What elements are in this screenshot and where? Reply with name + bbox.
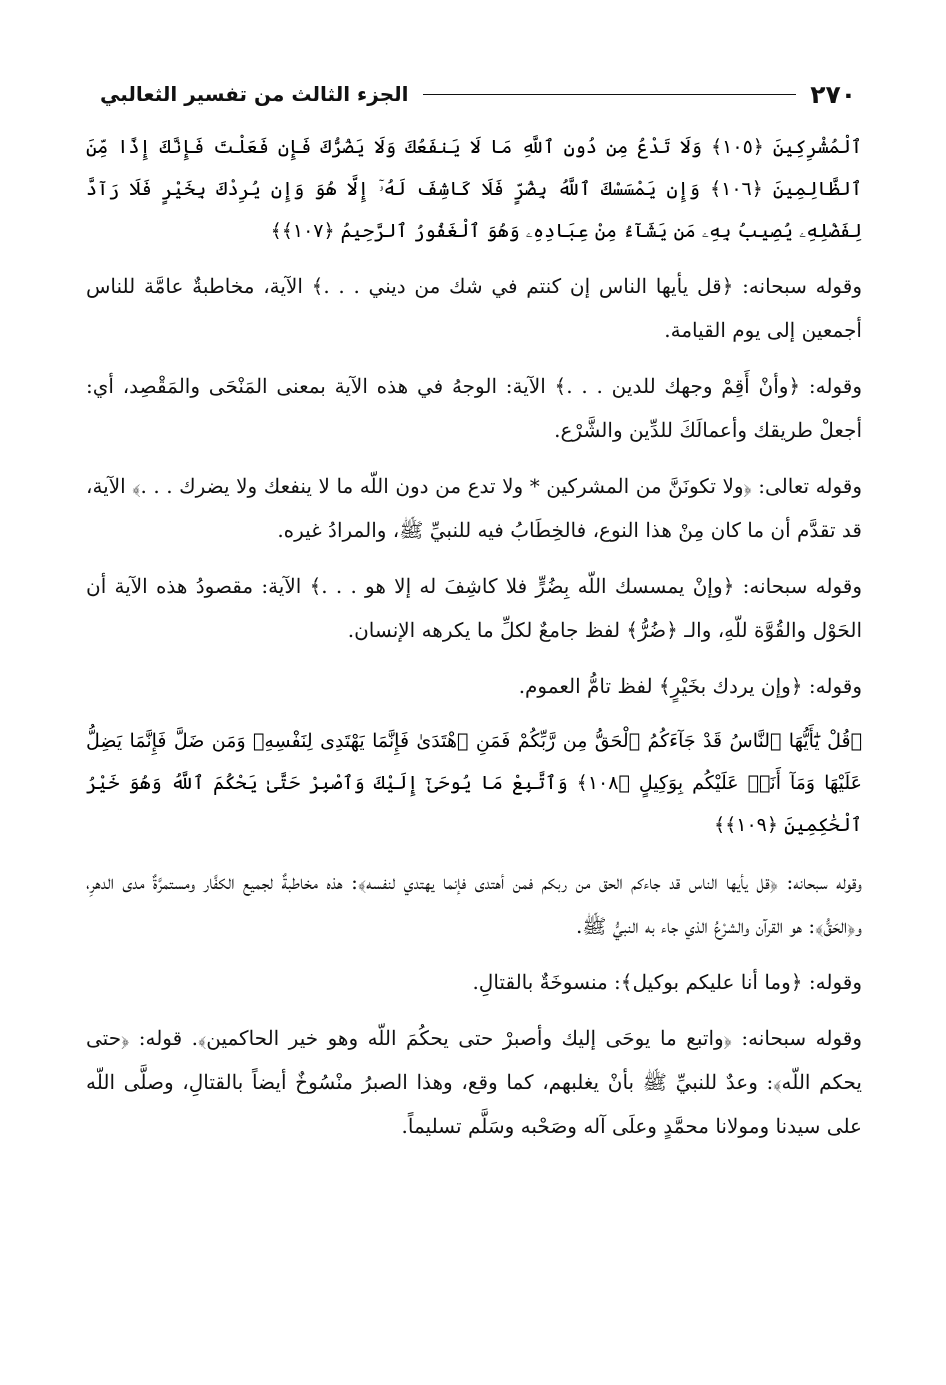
- page-body: [86, 126, 862, 1148]
- quran-verses-108-109: ﴿قُلْ يَٰٓأَيُّهَا ٱلنَّاسُ قَدْ جَآءَكُمُ ٱلْحَقُّ مِن رَّبِّكُمْ فَمَنِ ٱهْتَدَىٰ فَإِنَّمَا يَهْتَدِى لِنَفْسِهِۦ وَمَن ضَلَّ فَإِنَّمَا يَضِلُّ عَلَيْهَا وَمَآ أَنَا۠ عَلَيْكُم بِوَكِيلٍ ﴿١٠٨﴾ وَٱتَّبِعْ مَا يُوحَىٰٓ إِلَيْكَ وَٱصْبِرْ حَتَّىٰ يَحْكُمَ ٱللَّهُ وَهُوَ خَيْرُ ٱلْحَٰكِمِينَ ﴿١٠٩﴾﴾: [86, 730, 862, 836]
- commentary-paragraph: وقوله: ﴿وأنْ أَقِمْ وجهك للدين . . .﴾ الآية: الوجهُ في هذه الآية بمعنى المَنْحَى والمَقْصِد، أي: أجعلْ طريقك وأعمالَكَ للدِّين والشَّرْع.: [86, 374, 862, 442]
- commentary-paragraph: وقوله سبحانه: ﴿قل يأيها الناس إن كنتم في شك من ديني . . .﴾ الآية، مخاطبةٌ عامَّة للناس أجمعين إلى يوم القيامة.: [86, 274, 862, 342]
- commentary-paragraph: وقوله سبحانه: ﴿واتبع ما يوحَى إليك وأصبرْ حتى يحكُمَ اللّه وهو خير الحاكمين﴾. قوله: ﴿حتى يحكم اللّه﴾: وعدٌ للنبيِّ ﷺ بأنْ يغلبهم، كما وقع، وهذا الصبرُ منْسُوخٌ أيضاً بالقتالِ، وصلَّى اللّه على سيدنا ومولانا محمَّدٍ وعلَى آله وصَحْبه وسَلَّم تسليماً.: [86, 1026, 862, 1138]
- running-title: الجزء الثالث من تفسير الثعالبي: [100, 82, 409, 106]
- header-rule: [423, 94, 797, 95]
- commentary-paragraph: وقوله: ﴿وإن يردك بخَيْرٍ﴾ لفظ تامُّ العموم.: [518, 674, 862, 698]
- commentary-paragraph: وقوله سبحانه: ﴿وإنْ يمسسك اللّه بِضُرٍّ فلا كاشِفَ له إلا هو . . .﴾ الآية: مقصودُ هذه الآية أن الحَوْل والقُوَّة للّهِ، والـ ﴿ضُرُّ﴾ لفظ جامعٌ لكلِّ ما يكرهه الإنسان.: [86, 574, 862, 642]
- quran-verses-105-107: ٱلْمُشْرِكِينَ ﴿١٠٥﴾ وَلَا تَدْعُ مِن دُونِ ٱللَّهِ مَا لَا يَنفَعُكَ وَلَا يَضُرُّكَ فَإِن فَعَلْتَ فَإِنَّكَ إِذًا مِّنَ ٱلظَّالِمِينَ ﴿١٠٦﴾ وَإِن يَمْسَسْكَ ٱللَّهُ بِضُرٍّ فَلَا كَاشِفَ لَهُۥٓ إِلَّا هُوَ وَإِن يُرِدْكَ بِخَيْرٍ فَلَا رَآدَّ لِفَضْلِهِۦ يُصِيبُ بِهِۦ مَن يَشَآءُ مِنْ عِبَادِهِۦ وَهُوَ ٱلْغَفُورُ ٱلرَّحِيمُ ﴿١٠٧﴾﴾: [86, 136, 862, 242]
- commentary-paragraph: وقوله سبحانه: ﴿قل يأيها الناس قد جاءكم الحق من ربكم فمن أهتدى فإنما يهتدي لنفسه﴾: هذه مخاطبةٌ لجميع الكفَّار ومستمرَّةٌ مدى الدهرِ، و﴿الحَقُّ﴾: هو القرآن والشرْعُ الذي جاء به النبيُّ ﷺ.: [86, 870, 862, 938]
- commentary-paragraph: وقوله: ﴿وما أنا عليكم بوكيل﴾: منسوخَةٌ بالقتالِ.: [472, 970, 862, 994]
- page-header: [100, 76, 856, 112]
- commentary-paragraph: وقوله تعالى: ﴿ولا تكونَنَّ من المشركين * ولا تدع من دون اللّه ما لا ينفعك ولا يضرك . . .﴾ الآية، قد تقدَّم أن ما كان مِنْ هذا النوع، فالخِطَابُ فيه للنبيِّ ﷺ، والمرادُ غيره.: [86, 474, 862, 542]
- page-number: ٢٧٠: [810, 79, 856, 109]
